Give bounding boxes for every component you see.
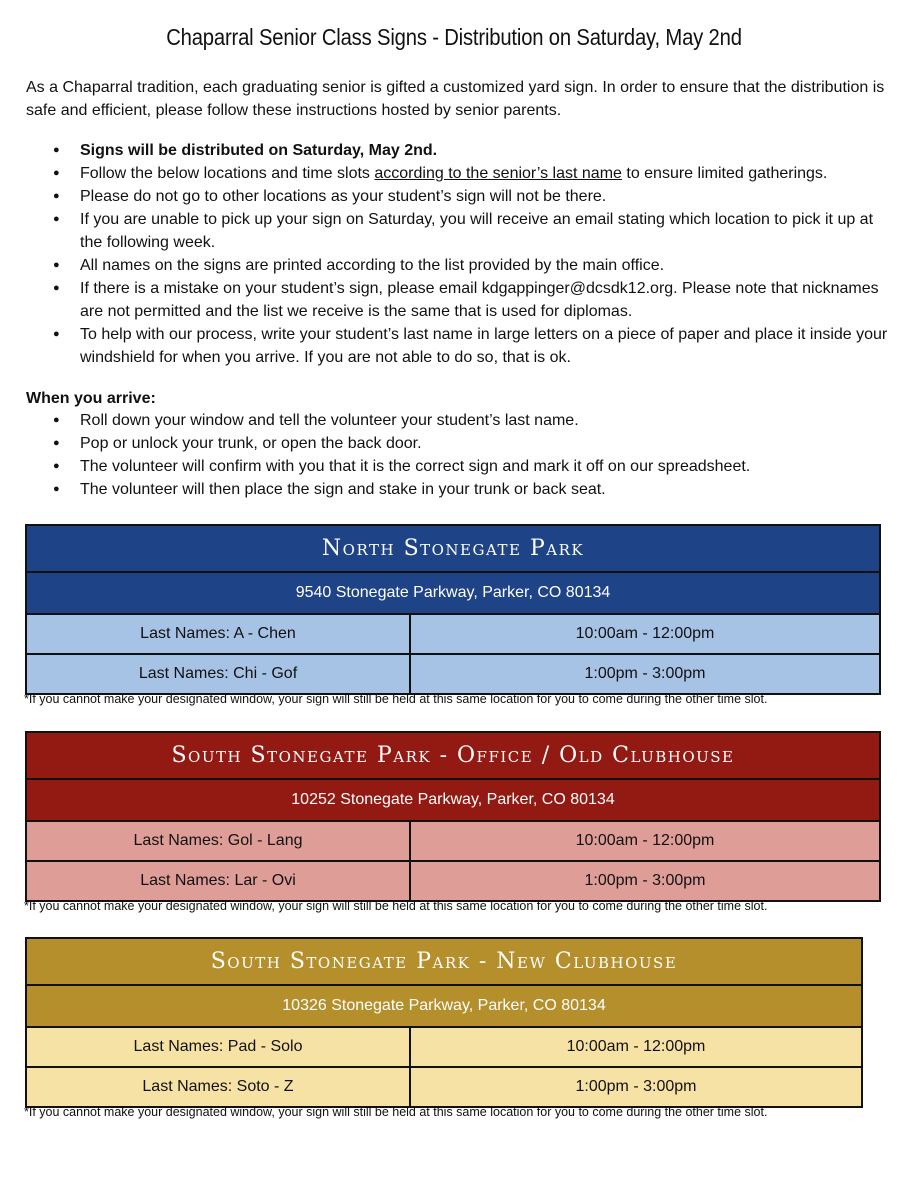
bullet-text: If you are unable to pick up your sign on Saturday, you will receive an email stating which location to pick it up at the following week. — [80, 211, 874, 251]
table-row — [27, 653, 879, 693]
list-item — [26, 323, 888, 369]
last-names-cell: Last Names: Soto - Z — [27, 1068, 411, 1106]
footnote: *If you cannot make your designated window, your sign will still be held at this same location for you to come during the other time slot. — [24, 899, 768, 913]
time-slot-cell: 1:00pm - 3:00pm — [575, 1078, 697, 1095]
list-item — [26, 185, 888, 208]
time-slot-cell: 10:00am - 12:00pm — [575, 625, 715, 642]
list-item — [26, 277, 888, 323]
bullet-text: All names on the signs are printed according to the list provided by the main office. — [80, 257, 665, 274]
time-slot-cell: 1:00pm - 3:00pm — [584, 665, 706, 682]
list-item — [26, 208, 888, 254]
bullet-text: To help with our process, write your student’s last name in large letters on a piece of paper and place it inside your windshield for when you arrive. If you are not able to do so, that is ok. — [80, 326, 888, 366]
bullet-text: If there is a mistake on your student’s sign, please email kdgappinger@dcsdk12.org. Please note that nicknames are not permitted and the list we receive is the same that is used for diplomas. — [80, 280, 879, 320]
table-row — [27, 1066, 861, 1106]
location-table-south-office — [25, 731, 881, 902]
intro-paragraph: As a Chaparral tradition, each graduating senior is gifted a customized yard sign. In order to ensure that the distribution is safe and efficient, please follow these instructions hosted by senior parents. — [26, 79, 885, 119]
bullet-text: Signs will be distributed on Saturday, May 2nd. — [80, 142, 438, 159]
last-names-cell: Last Names: Lar - Ovi — [27, 862, 411, 900]
last-names-cell: Last Names: A - Chen — [27, 615, 411, 653]
location-address: 10326 Stonegate Parkway, Parker, CO 80134 — [27, 986, 861, 1028]
time-slot-cell: 1:00pm - 3:00pm — [584, 872, 706, 889]
time-slot-cell: 10:00am - 12:00pm — [575, 832, 715, 849]
location-name: South Stonegate Park - Office / Old Clubhouse — [27, 733, 879, 780]
location-table-south-new — [25, 937, 863, 1108]
table-row — [27, 615, 879, 653]
bullet-text: Follow the below locations and time slots — [80, 165, 375, 182]
table-row — [27, 860, 879, 900]
last-names-cell: Last Names: Chi - Gof — [27, 655, 411, 693]
list-item — [26, 139, 888, 162]
time-slot-cell: 10:00am - 12:00pm — [566, 1038, 706, 1055]
list-item: ● Roll down your window and tell the volunteer your student’s last name. — [26, 409, 888, 432]
list-item: ● The volunteer will confirm with you that it is the correct sign and mark it off on our spreadsheet. — [26, 455, 888, 478]
list-item: ● The volunteer will then place the sign and stake in your trunk or back seat. — [26, 478, 888, 501]
footnote: *If you cannot make your designated window, your sign will still be held at this same location for you to come during the other time slot. — [24, 692, 768, 706]
location-name: South Stonegate Park - New Clubhouse — [27, 939, 861, 986]
table-row — [27, 1028, 861, 1066]
list-item — [26, 254, 888, 277]
last-names-cell: Last Names: Pad - Solo — [27, 1028, 411, 1066]
page-title: Chaparral Senior Class Signs - Distribution on Saturday, May 2nd — [166, 24, 742, 50]
location-table-north — [25, 524, 881, 695]
list-item: ● Pop or unlock your trunk, or open the back door. — [26, 432, 888, 455]
footnote: *If you cannot make your designated window, your sign will still be held at this same location for you to come during the other time slot. — [24, 1105, 768, 1119]
location-address: 9540 Stonegate Parkway, Parker, CO 80134 — [27, 573, 879, 615]
location-name: North Stonegate Park — [27, 526, 879, 573]
underlined-text: according to the senior’s last name — [374, 165, 622, 182]
last-names-cell: Last Names: Gol - Lang — [27, 822, 411, 860]
arrive-list — [26, 409, 888, 501]
bullet-text: Please do not go to other locations as your student’s sign will not be there. — [80, 188, 607, 205]
table-row — [27, 822, 879, 860]
list-item — [26, 162, 888, 185]
location-address: 10252 Stonegate Parkway, Parker, CO 80134 — [27, 780, 879, 822]
bullet-text: to ensure limited gatherings. — [621, 165, 828, 182]
arrive-heading: When you arrive: — [26, 390, 156, 407]
instructions-list — [26, 139, 888, 369]
